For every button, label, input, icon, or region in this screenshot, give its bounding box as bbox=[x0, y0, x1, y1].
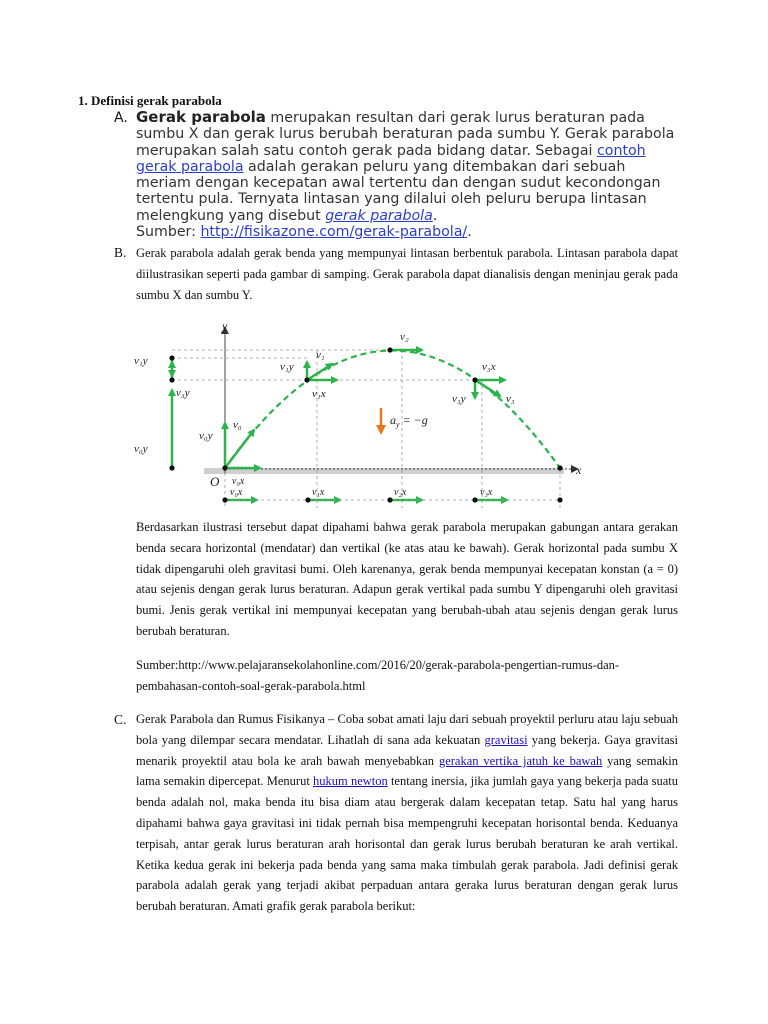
point-3 bbox=[472, 377, 477, 382]
y-axis-label: y bbox=[222, 319, 228, 333]
label-bottom-v0x: v₀x bbox=[230, 487, 243, 498]
item-a-source-label: Sumber: bbox=[136, 224, 201, 241]
link-gerak-parabola[interactable]: gerak parabola bbox=[325, 207, 433, 224]
vector-v1 bbox=[307, 364, 332, 380]
source-citation-2: Sumber:http://www.pelajaransekolahonline.com/2016/20/gerak-parabola-pengertian-rumus-dan-pembahasan-contoh-soal-gerak-parabola.html bbox=[136, 658, 620, 693]
origin-label: O bbox=[210, 474, 220, 489]
item-a-marker: A. bbox=[114, 110, 128, 126]
item-c-marker: C. bbox=[114, 712, 127, 727]
link-contoh-gerak-parabola[interactable]: contoh gerak parabola bbox=[136, 142, 646, 175]
vector-v0 bbox=[225, 430, 254, 468]
explanation-paragraph: Berdasarkan ilustrasi tersebut dapat dipahami bahwa gerak parabola merupakan gabungan antara gerakan benda secara horizontal (mendatar) dan vertikal (ke atas atau ke bawah). Gerak horizontal pada sumbu X tidak dipengaruhi oleh gravitasi bumi. Oleh karenanya, gerak benda mempunyai kecepatan konstan (a = 0) atau sejenis dengan gerak lurus beraturan. Adapun gerak vertikal pada sumbu Y dipengaruhi oleh gravitasi bumi. Jenis gerak vertikal ini mempunyai kecepatan yang berubah-ubah atau sejenis dengan gerak lurus berubah beraturan. bbox=[136, 520, 678, 638]
vector-v3 bbox=[475, 380, 500, 396]
origin-point bbox=[222, 465, 227, 470]
link-hukum-newton[interactable]: hukum newton bbox=[313, 774, 388, 789]
landing-point bbox=[557, 465, 562, 470]
item-c-paragraph bbox=[136, 709, 678, 917]
label-v3: v₃ bbox=[506, 393, 515, 405]
label-v1y: v₁y bbox=[280, 361, 294, 373]
accel-label: $a_y = -g$ bbox=[390, 413, 428, 429]
link-gerakan-vertika-jatuh[interactable]: gerakan vertika jatuh ke bawah bbox=[438, 753, 603, 768]
x-axis-label: x bbox=[576, 463, 582, 477]
item-b-paragraph: Gerak parabola adalah gerak benda yang mempunyai lintasan berbentuk parabola. Lintasan parabola dapat diilustrasikan seperti pada gambar di samping. Gerak parabola dapat dianalisis dengan meninjau gerak pada sumbu X dan sumbu Y. bbox=[136, 246, 678, 302]
label-v3x: v₃x bbox=[482, 361, 496, 373]
label-v2: v₂ bbox=[400, 331, 409, 343]
link-gravitasi[interactable]: gravitasi bbox=[484, 732, 528, 747]
item-a-paragraph bbox=[136, 109, 684, 240]
item-a-text-2: adalah gerakan peluru yang ditembakan dari sebuah meriam dengan kecepatan awal tertentu dan dengan sudut kecondongan tertentu pula. Ternyata lintasan yang dilalui oleh peluru berupa lintasan melengkung yang disebut bbox=[136, 158, 661, 224]
parabola-motion-figure bbox=[132, 318, 582, 508]
label-v1x: v₁x bbox=[312, 388, 326, 400]
point-2 bbox=[387, 347, 392, 352]
label-v0y: v₀y bbox=[199, 430, 213, 442]
item-a-term: Gerak parabola bbox=[136, 108, 266, 126]
item-a-text-3: . bbox=[432, 207, 438, 224]
parabolic-trajectory bbox=[225, 351, 560, 469]
item-c-text-2: yang bekerja. Gaya gravitasi menarik proyektil atau bola ke arah bawah menyebabkan bbox=[136, 732, 679, 768]
label-v3y: v₃y bbox=[452, 393, 466, 405]
item-a-source-end: . bbox=[467, 224, 472, 241]
label-v0x: v₀x bbox=[232, 476, 245, 487]
label-bottom-v3x: v₃x bbox=[480, 487, 493, 498]
label-v0: v₀ bbox=[233, 419, 242, 431]
label-v0y-left: v₀y bbox=[134, 443, 148, 455]
item-b-marker: B. bbox=[114, 245, 127, 260]
label-bottom-v1x: v₁x bbox=[312, 487, 325, 498]
item-c-text-4: tentang inersia, jika jumlah gaya yang bekerja pada suatu benda adalah nol, maka benda itu bisa diam atau bergerak dalam kecepatan tetap. Satu hal yang harus dipahami bahwa gaya gravitasi ini tidak pernah bisa mempengruhi kecepatan horisontal benda. Keduanya terpisah, antar gerak lurus beraturan arah horisontal dan gerak lurus berubah beraturan ke arah vertikal. Ketika kedua gerak ini bekerja pada benda yang sama maka timbulah gerak parabola. Jadi definisi gerak parabola adalah gerak yang terjadi akibat perpaduan antara geraka lurus beraturan dengan gerak lurus berubah beraturan. Amati grafik gerak parabola berikut: bbox=[136, 774, 678, 914]
item-c-text-3: yang semakin lama semakin dipercepat. Menurut bbox=[136, 753, 678, 789]
guide-lines bbox=[172, 350, 560, 508]
item-c-text-1: Gerak Parabola dan Rumus Fisikanya – Coba sobat amati laju dari sebuah proyektil perluru atau laju sebuah bola yang dilempar secara mendatar. Lihatlah di sana ada kekuatan bbox=[136, 712, 678, 747]
point-1 bbox=[304, 377, 309, 382]
item-a-text-1: merupakan resultan dari gerak lurus beraturan pada sumbu X dan gerak lurus berubah beraturan pada sumbu Y. Gerak parabola merupakan salah satu contoh gerak pada bidang datar. Sebagai bbox=[136, 110, 675, 159]
label-bottom-v2x: v₂x bbox=[394, 487, 407, 498]
label-v1y-left: v₁y bbox=[134, 355, 148, 367]
label-v3y-left: v₃y bbox=[176, 387, 190, 399]
label-v1: v₁ bbox=[316, 349, 325, 361]
section-heading: 1. Definisi gerak parabola bbox=[78, 93, 222, 108]
link-fisikazone[interactable]: http://fisikazone.com/gerak-parabola/ bbox=[200, 224, 468, 241]
